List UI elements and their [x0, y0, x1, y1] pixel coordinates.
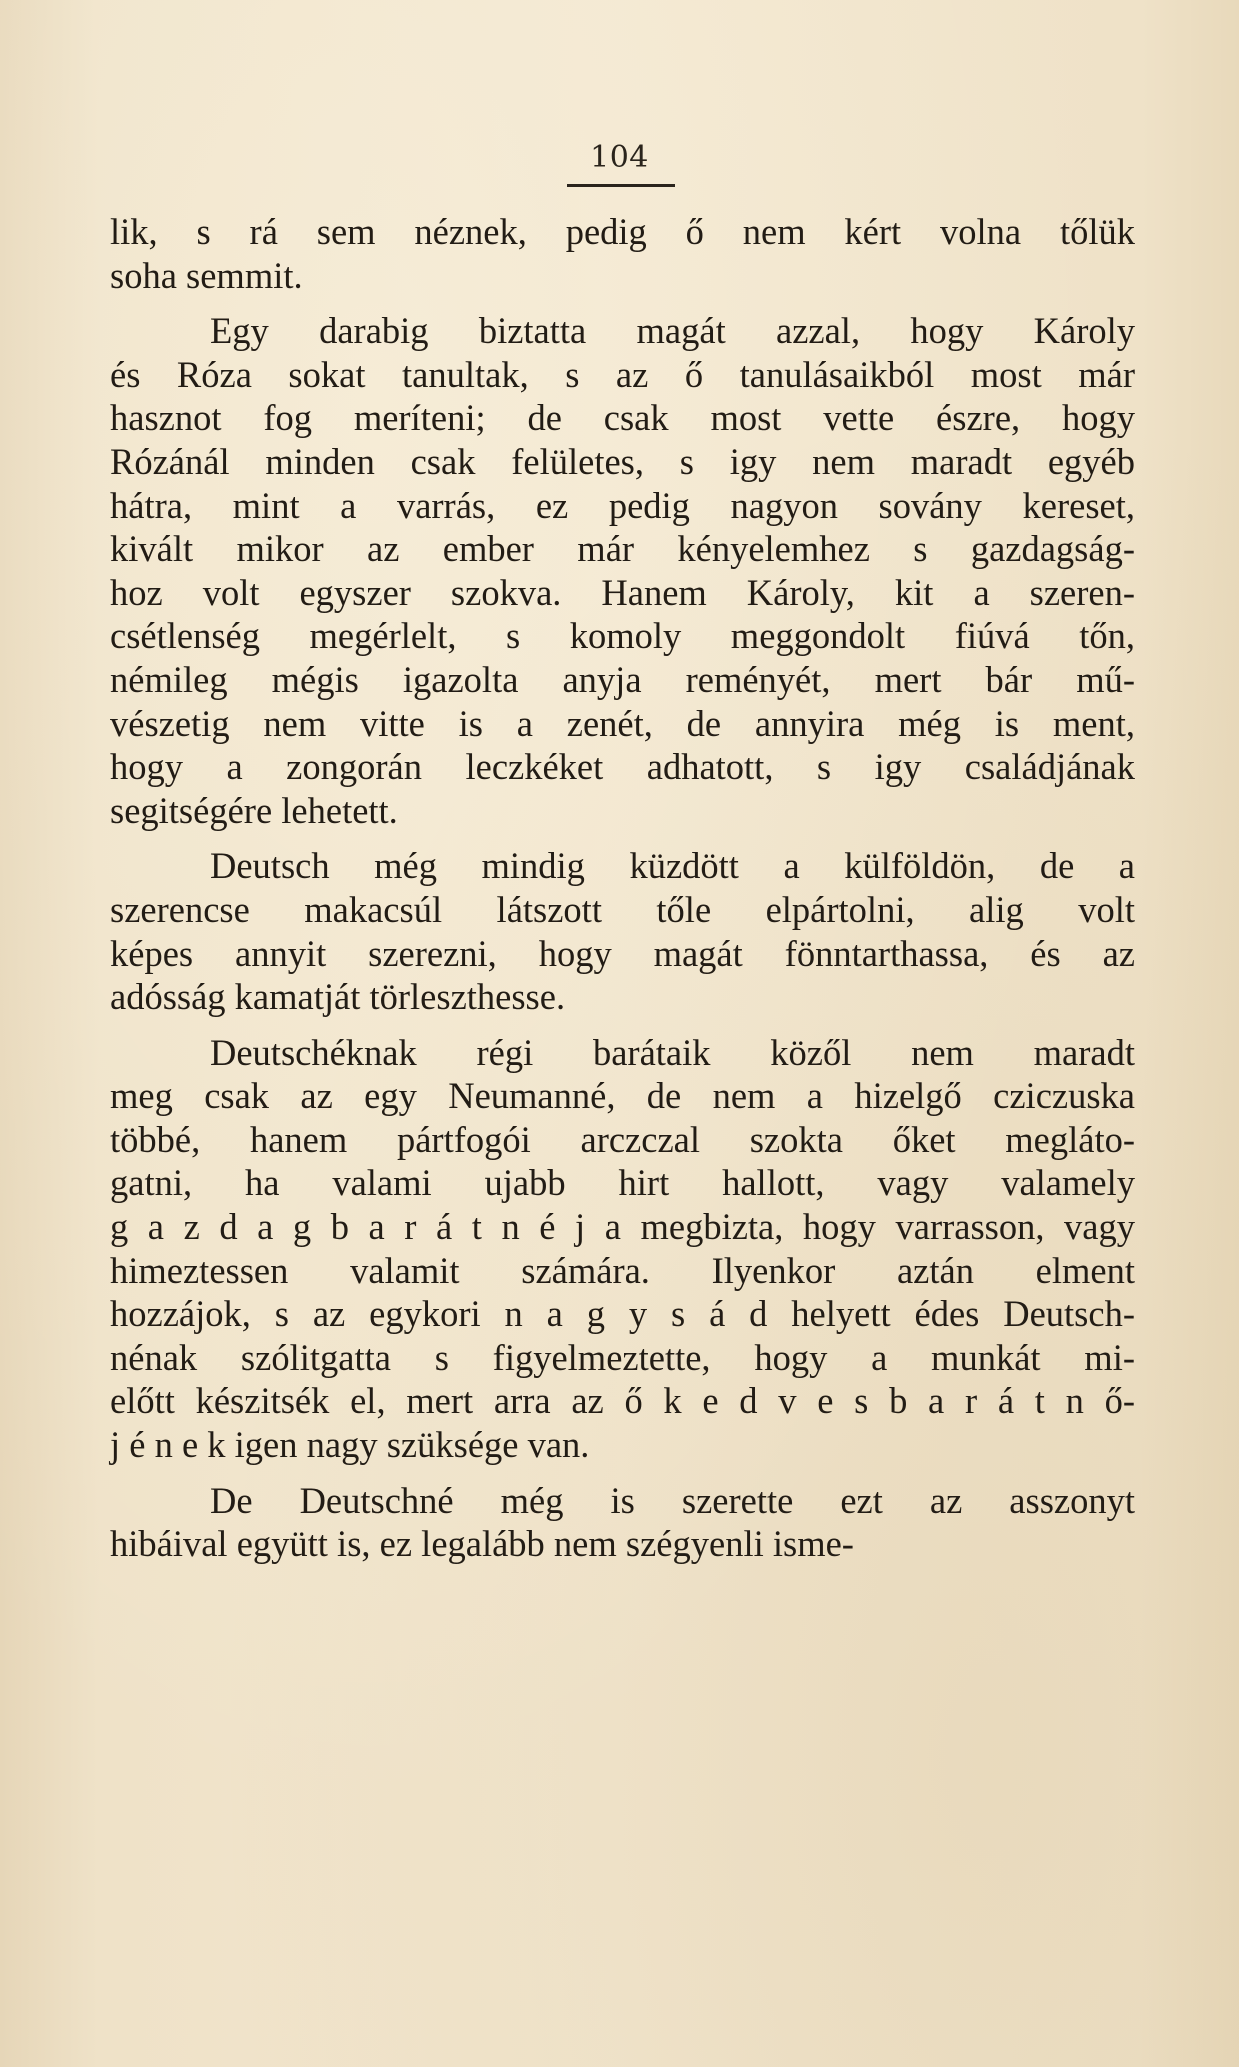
text-line: képes annyit szerezni, hogy magát fönntarthassa, és az — [110, 932, 1135, 974]
paragraph-gap — [110, 1019, 1135, 1031]
text-line: soha semmit. — [110, 254, 303, 296]
text-line: vészetig nem vitte is a zenét, de annyira még is ment, — [110, 702, 1135, 744]
text-line: Egy darabig biztatta magát azzal, hogy Károly — [210, 310, 1135, 352]
text-line: g a z d a g b a r á t n é j a megbizta, hogy varrasson, vagy — [110, 1206, 1135, 1248]
text-line: himeztessen valamit számára. Ilyenkor aztán elment — [110, 1249, 1135, 1291]
paragraph-gap — [110, 1467, 1135, 1479]
text-line: j é n e k igen nagy szüksége van. — [110, 1424, 590, 1466]
text-line: csétlenség megérlelt, s komoly meggondolt fiúvá tőn, — [110, 615, 1135, 657]
text-line: hoz volt egyszer szokva. Hanem Károly, kit a szeren- — [110, 571, 1135, 613]
text-line: hibáival együtt is, ez legalább nem szégyenli isme- — [110, 1523, 854, 1565]
text-line: De Deutschné még is szerette ezt az asszonyt — [210, 1479, 1135, 1521]
text-line: hogy a zongorán leczkéket adhatott, s igy családjának — [110, 746, 1135, 788]
text-line: Rózánál minden csak felületes, s igy nem maradt egyéb — [110, 440, 1135, 482]
text-line: többé, hanem pártfogói arczczal szokta őket meglátо- — [110, 1118, 1135, 1160]
text-line: szerencse makacsúl látszott tőle elpártolni, alig volt — [110, 888, 1135, 930]
paragraph — [110, 1031, 1135, 1467]
text-line: némileg mégis igazolta anyja reményét, mert bár mű- — [110, 658, 1135, 700]
text-line: Deutsch még mindig küzdött a külföldön, de a — [210, 845, 1135, 887]
paragraph-gap — [110, 832, 1135, 844]
paragraph — [110, 309, 1135, 832]
body-text — [110, 210, 1135, 1566]
page-number-rule — [567, 184, 675, 187]
text-line: meg csak az egy Neumanné, de nem a hizelgő cziczuska — [110, 1075, 1135, 1117]
text-line: nénak szólitgatta s figyelmeztette, hogy a munkát mi- — [110, 1336, 1135, 1378]
text-line: kivált mikor az ember már kényelemhez s gazdagság- — [110, 528, 1135, 570]
page-number: 104 — [590, 140, 649, 175]
text-line: hátra, mint a varrás, ez pedig nagyon sovány kereset, — [110, 484, 1135, 526]
text-line: segitségére lehetett. — [110, 789, 398, 831]
text-line: előtt készitsék el, mert arra az ő k e d v e s b a r á t n ő- — [110, 1380, 1135, 1422]
text-line: és Róza sokat tanultak, s az ő tanulásaikból most már — [110, 353, 1135, 395]
text-line: Deutschéknak régi barátaik közől nem maradt — [210, 1031, 1135, 1073]
paragraph — [110, 1479, 1135, 1566]
text-line: gatni, ha valami ujabb hirt hallott, vagy valamely — [110, 1162, 1135, 1204]
text-line: hozzájok, s az egykori n a g y s á d helyett édes Deutsch- — [110, 1293, 1135, 1335]
text-line: adósság kamatját törleszthesse. — [110, 976, 566, 1018]
paragraph — [110, 844, 1135, 1018]
text-line: lik, s rá sem néznek, pedig ő nem kért volna tőlük — [110, 211, 1135, 252]
paragraph — [110, 210, 1135, 297]
paragraph-gap — [110, 297, 1135, 309]
text-line: hasznot fog meríteni; de csak most vette észre, hogy — [110, 397, 1135, 439]
